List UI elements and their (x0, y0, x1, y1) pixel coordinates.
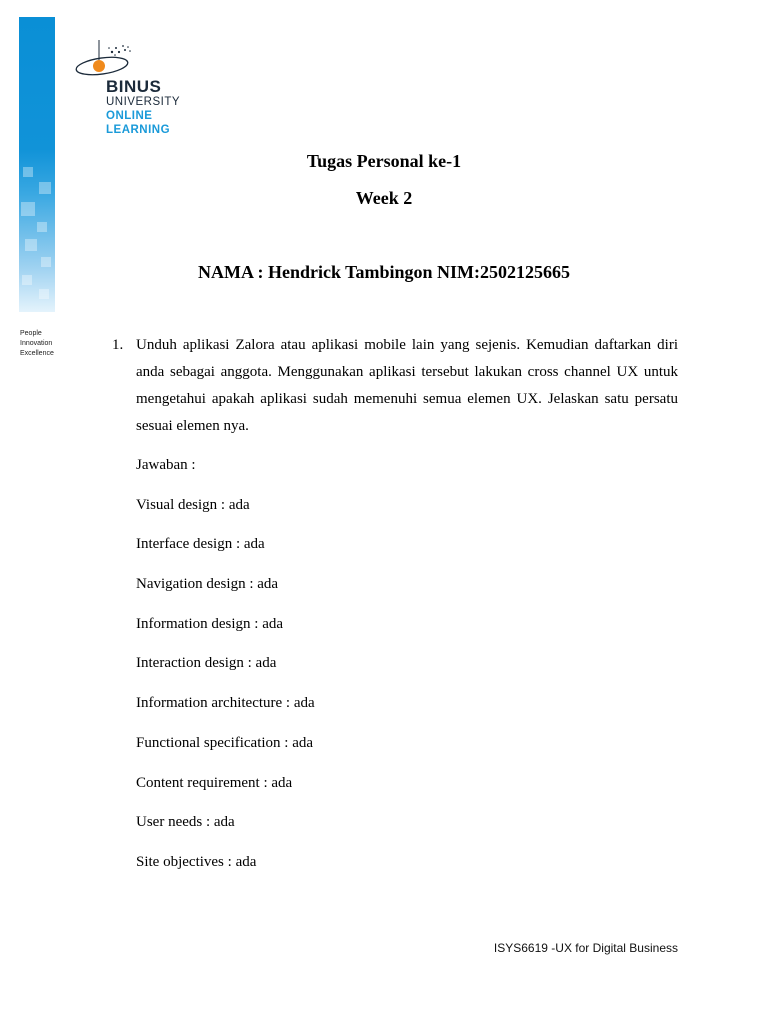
answer-heading: Jawaban : (136, 457, 196, 473)
answer-item: Information architecture : ada (136, 695, 315, 712)
question-text: Unduh aplikasi Zalora atau aplikasi mobile lain yang sejenis. Kemudian daftarkan diri anda sebagai anggota. Menggunakan aplikasi tersebut lakukan cross channel UX untuk mengetahui apakah aplikasi sudah memenuhi semua elemen UX. Jelaskan satu persatu sesuai elemen nya. (136, 337, 678, 434)
answer-item: Navigation design : ada (136, 576, 279, 593)
logo-binus: BINUS (106, 77, 162, 96)
tagline-excellence: Excellence (20, 350, 54, 357)
logo-university: UNIVERSITY (106, 96, 181, 108)
answer-item: Interface design : ada (136, 536, 265, 553)
tagline-innovation: Innovation (20, 340, 53, 347)
answer-item: Site objectives : ada (136, 853, 257, 870)
logo-online: ONLINE (106, 110, 153, 122)
answer-item: Functional specification : ada (136, 734, 314, 751)
student-name-nim: NAMA : Hendrick Tambingon NIM:2502125665 (197, 262, 571, 282)
document-title: Tugas Personal ke-1 (306, 151, 462, 171)
tagline-people: People (20, 330, 42, 337)
question-item (112, 332, 678, 440)
logo-learning: LEARNING (106, 124, 171, 136)
binus-logo (72, 38, 192, 143)
logo-text (106, 78, 180, 137)
tagline (20, 329, 54, 359)
binus-logo-mark-icon (72, 38, 152, 80)
answer-item: Information design : ada (136, 615, 284, 632)
answer-list (136, 453, 315, 890)
answer-item: Content requirement : ada (136, 774, 293, 791)
answer-item: Visual design : ada (136, 496, 250, 513)
question-number: 1. (112, 337, 124, 353)
answer-item: Interaction design : ada (136, 655, 277, 672)
answer-item: User needs : ada (136, 814, 235, 831)
week-label: Week 2 (355, 188, 413, 208)
page-footer: ISYS6619 -UX for Digital Business (493, 941, 678, 955)
